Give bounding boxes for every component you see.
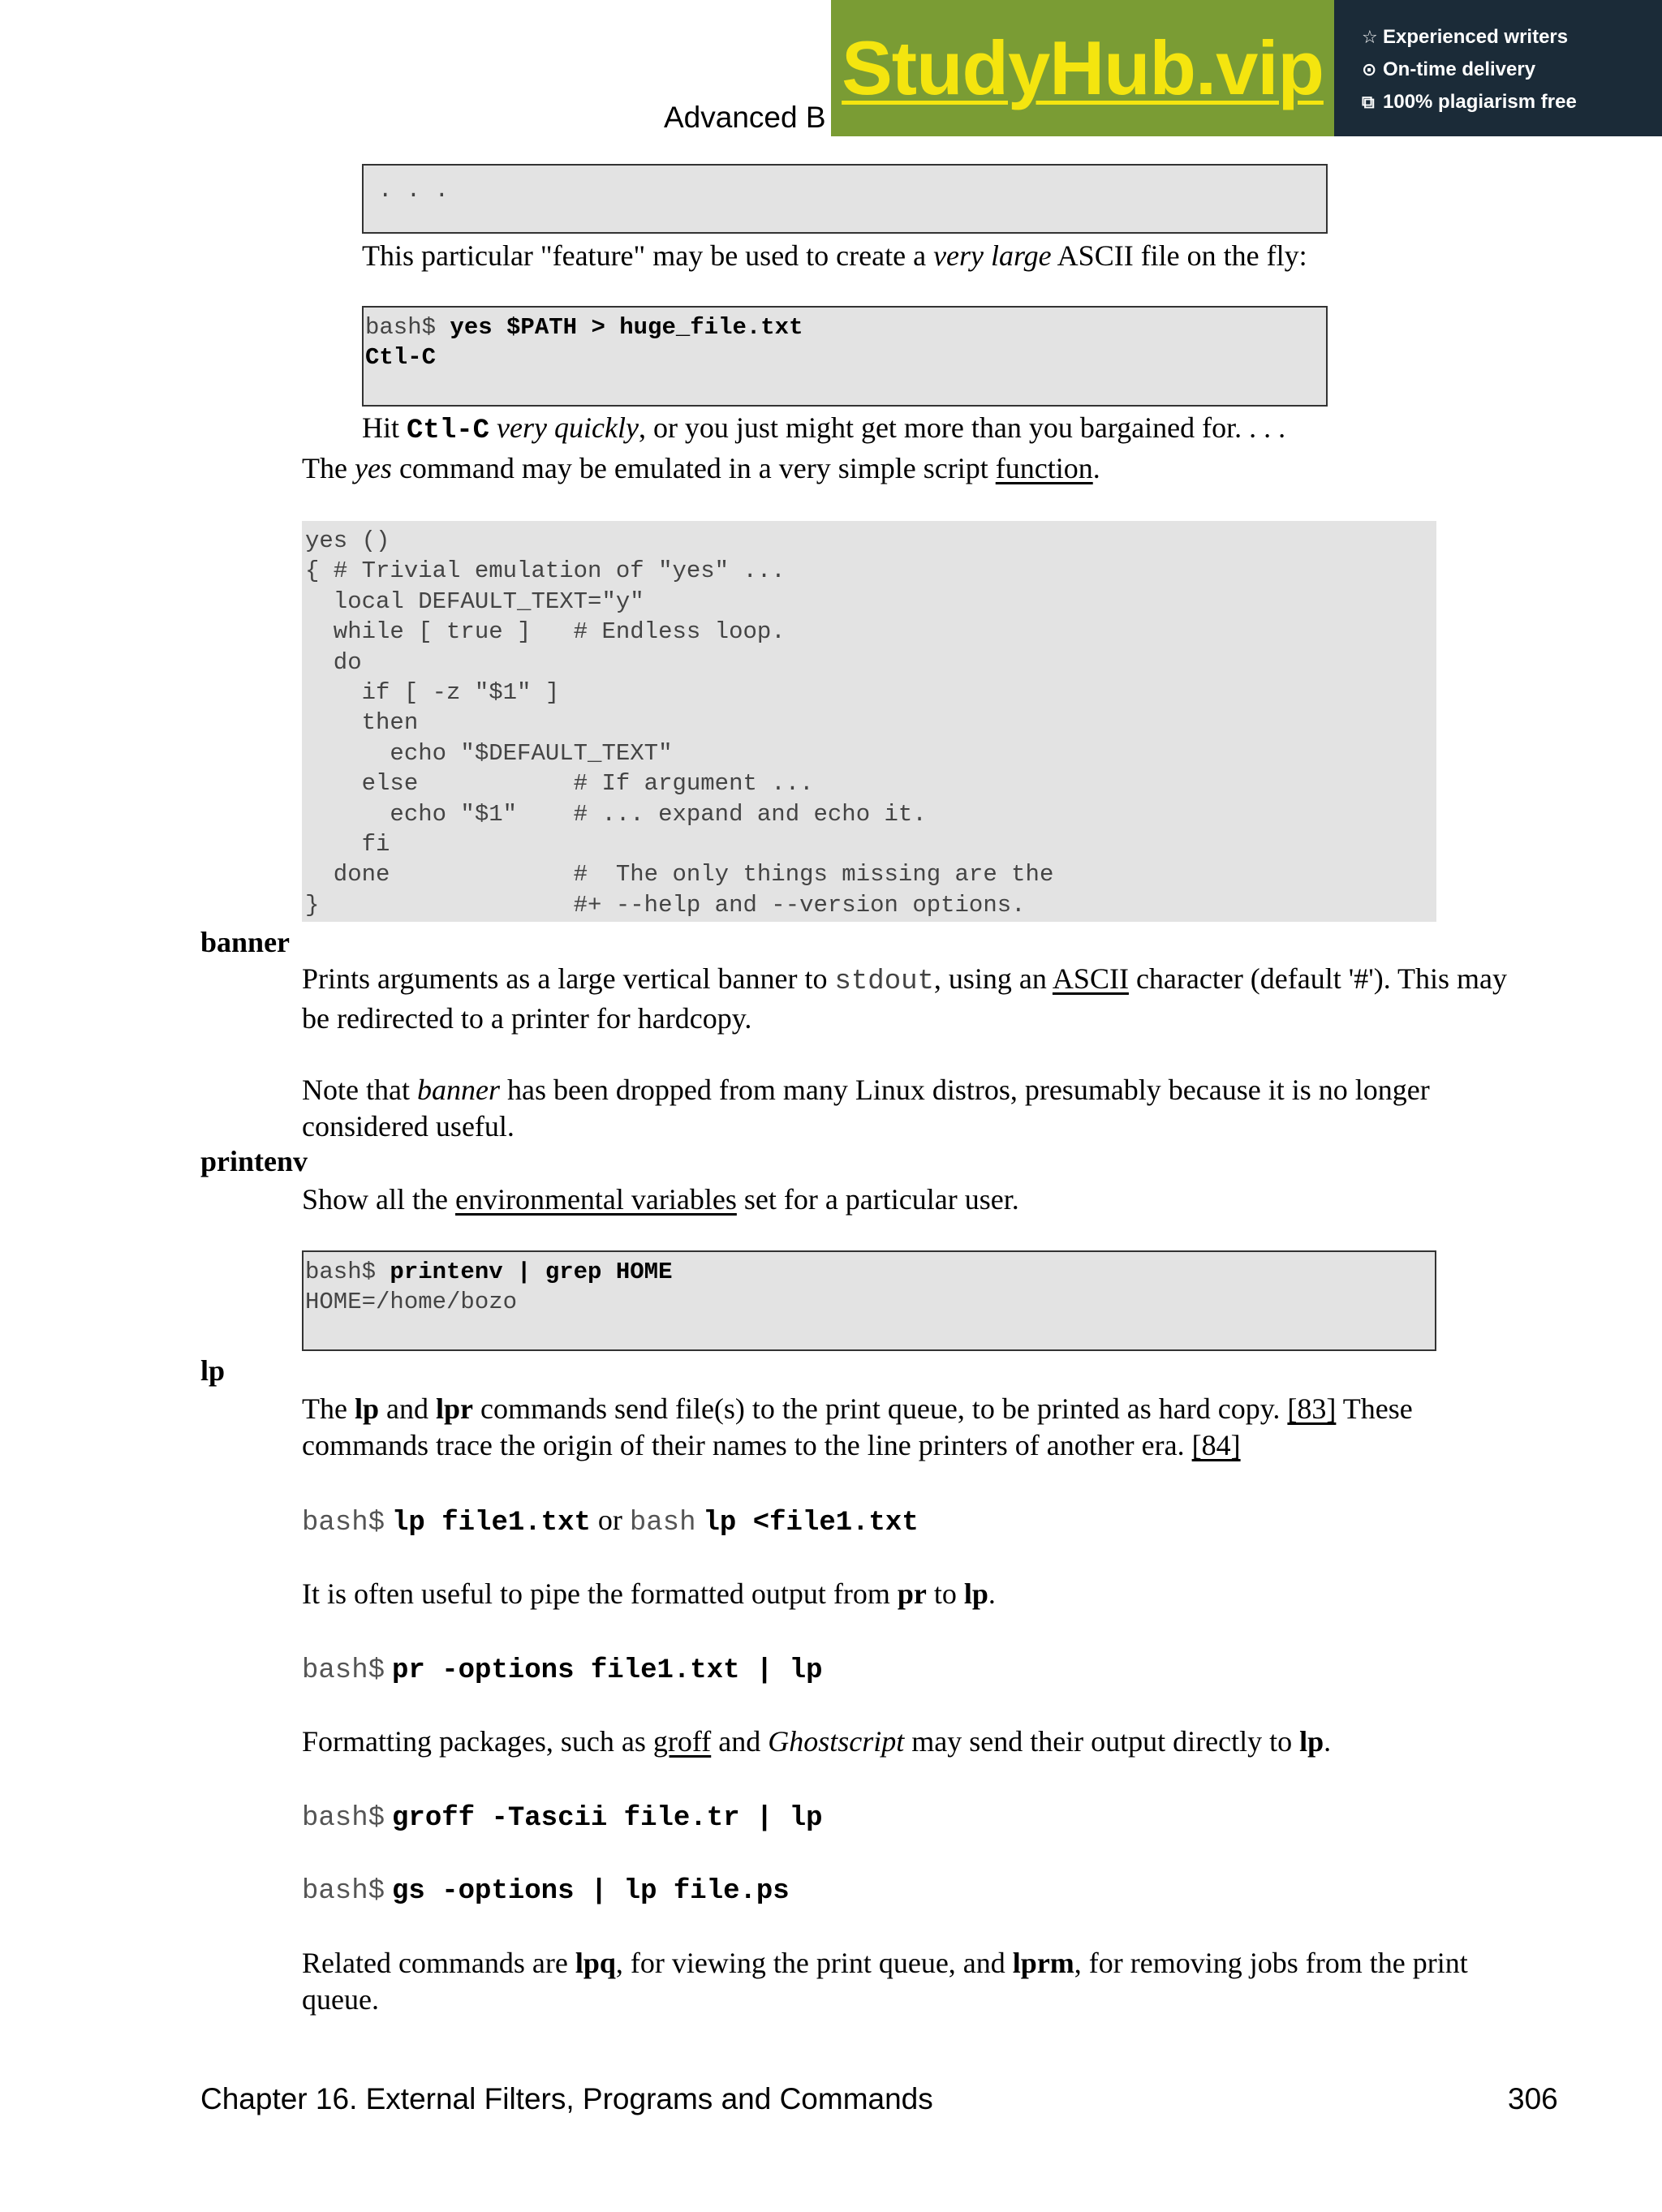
term-lp: lp	[200, 1354, 226, 1387]
ad-feature-label: Experienced writers	[1383, 26, 1569, 48]
code-block-yes-function: yes () { # Trivial emulation of "yes" ... local DEFAULT_TEXT="y" while [ true ] # Endless loop. do if [ -z "$1" ] then echo "$DEFAULT_TEXT" else # If argument ... echo "$1" # ... expand and echo it. fi done # The only things missing are the } #+ --help and --version options.	[302, 521, 1436, 922]
paragraph: Prints arguments as a large vertical banner to stdout, using an ASCII character (default '#'). This may be redirected to a printer for hardcopy.	[302, 962, 1508, 1035]
paragraph: Show all the environmental variables set for a particular user.	[302, 1183, 1019, 1216]
ad-logo-area[interactable]	[831, 0, 1334, 136]
star-icon: ☆	[1362, 27, 1378, 47]
paragraph: Formatting packages, such as groff and Ghostscript may send their output directly to lp.	[302, 1725, 1332, 1758]
ascii-link[interactable]: ASCII	[1052, 962, 1129, 995]
term-banner: banner	[200, 926, 291, 958]
page-header: Advanced B	[664, 101, 826, 134]
ad-feature	[1362, 21, 1662, 54]
ad-logo[interactable]: StudyHub.vip	[842, 25, 1324, 110]
paragraph: Hit Ctl-C very quickly, or you just might get more than you bargained for. . . .	[362, 411, 1286, 446]
paragraph: Related commands are lpq, for viewing the print queue, and lprm, for removing jobs from the print queue.	[302, 1947, 1468, 2016]
command-line: bash$ gs -options | lp file.ps	[302, 1876, 790, 1907]
code-block-yes-path: bash$ yes $PATH > huge_file.txt Ctl-C	[362, 306, 1328, 407]
groff-link[interactable]: groff	[652, 1725, 712, 1758]
function-link[interactable]: function	[995, 452, 1093, 484]
paragraph: Note that banner has been dropped from many Linux distros, presumably because it is no longer considered useful.	[302, 1074, 1430, 1143]
ad-banner[interactable]	[831, 0, 1662, 136]
ad-feature-label: On-time delivery	[1383, 58, 1536, 80]
environmental-variables-link[interactable]: environmental variables	[454, 1183, 737, 1216]
command-line: bash$ lp file1.txt or bash lp <file1.txt	[302, 1504, 919, 1539]
paragraph: The lp and lpr commands send file(s) to the print queue, to be printed as hard copy. [83] These commands trace the origin of their names to the line printers of another era. [84]	[302, 1392, 1413, 1461]
footnote-83-link[interactable]: [83]	[1287, 1392, 1337, 1425]
ad-features	[1334, 0, 1662, 136]
code-block-printenv: bash$ printenv | grep HOME HOME=/home/bozo	[302, 1250, 1436, 1351]
paragraph: It is often useful to pipe the formatted output from pr to lp.	[302, 1577, 996, 1610]
code-block-dots: . . .	[362, 164, 1328, 234]
paragraph: The yes command may be emulated in a very simple script function.	[302, 452, 1100, 484]
command-line: bash$ groff -Tascii file.tr | lp	[302, 1803, 823, 1834]
ad-feature-label: 100% plagiarism free	[1383, 91, 1577, 113]
term-printenv: printenv	[200, 1145, 308, 1177]
copy-icon: ⧉	[1362, 92, 1375, 112]
footer-chapter: Chapter 16. External Filters, Programs and Commands	[200, 2082, 933, 2115]
command-line: bash$ pr -options file1.txt | lp	[302, 1655, 823, 1686]
paragraph: This particular "feature" may be used to create a very large ASCII file on the fly:	[362, 239, 1307, 272]
page-number: 306	[1508, 2082, 1558, 2115]
ad-feature	[1362, 54, 1662, 86]
footnote-84-link[interactable]: [84]	[1191, 1429, 1241, 1461]
ad-feature	[1362, 86, 1662, 118]
clock-icon: ⊙	[1362, 59, 1377, 80]
